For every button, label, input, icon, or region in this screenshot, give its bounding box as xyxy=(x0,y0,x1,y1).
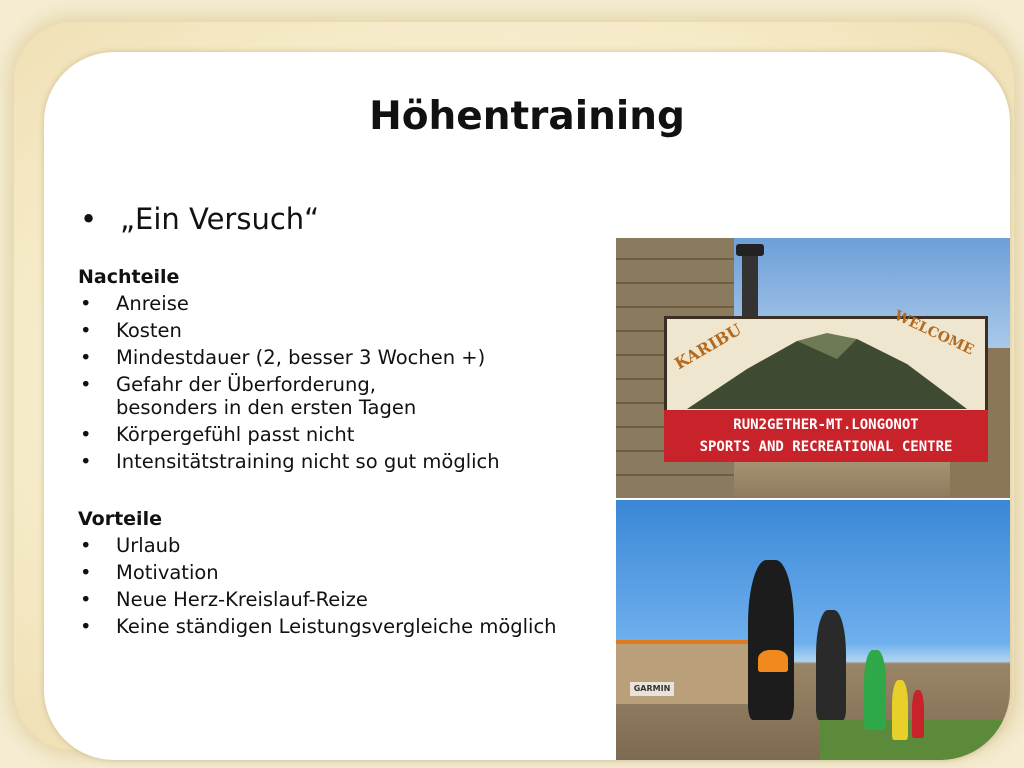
runner xyxy=(912,690,924,738)
list-item: • Gefahr der Überforderung, besonders in den ersten Tagen xyxy=(78,373,456,419)
sign-banner xyxy=(664,410,988,462)
chimney xyxy=(742,244,758,324)
vorteile-list xyxy=(78,534,557,638)
runner xyxy=(758,650,788,672)
lead-text: „Ein Versuch“ xyxy=(120,202,320,236)
list-item: • Neue Herz-Kreislauf-Reize xyxy=(78,588,557,611)
nachteile-section xyxy=(78,266,500,477)
vorteile-section xyxy=(78,508,557,642)
slide-frame xyxy=(14,22,1014,750)
welcome-sign xyxy=(664,307,988,462)
sign-right-text: WELCOME xyxy=(891,307,977,359)
list-item: • Kosten xyxy=(78,319,500,342)
lead-bullet xyxy=(80,202,319,236)
sign-photo xyxy=(616,238,1010,498)
garmin-board: GARMIN xyxy=(630,682,674,696)
list-item: • Keine ständigen Leistungsvergleiche möglich xyxy=(78,615,557,638)
runner xyxy=(748,560,794,720)
vorteile-heading: Vorteile xyxy=(78,508,162,530)
sign-banner-line: RUN2GETHER-MT.LONGONOT xyxy=(733,417,919,433)
list-item: • Mindestdauer (2, besser 3 Wochen +) xyxy=(78,346,500,369)
sign-left-text: KARIBU xyxy=(671,319,745,374)
nachteile-heading: Nachteile xyxy=(78,266,180,288)
list-item: • Urlaub xyxy=(78,534,557,557)
nachteile-list xyxy=(78,292,500,473)
list-item: • Körpergefühl passt nicht xyxy=(78,423,500,446)
runner xyxy=(864,650,886,730)
runners-photo xyxy=(616,500,1010,760)
slide-title: Höhentraining xyxy=(369,94,685,139)
sign-banner-line: SPORTS AND RECREATIONAL CENTRE xyxy=(699,439,953,455)
runner xyxy=(892,680,908,740)
list-item: • Anreise xyxy=(78,292,500,315)
bullet-icon: • xyxy=(80,202,98,236)
slide-card xyxy=(44,52,1010,760)
list-item: • Intensitätstraining nicht so gut möglich xyxy=(78,450,500,473)
list-item: • Motivation xyxy=(78,561,557,584)
runner xyxy=(816,610,846,720)
